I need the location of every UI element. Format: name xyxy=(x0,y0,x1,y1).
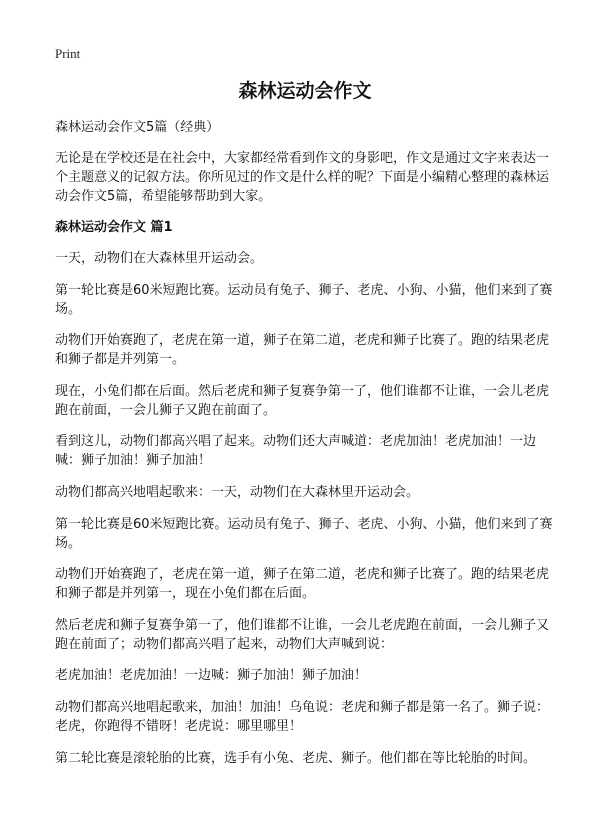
paragraph: 动物们开始赛跑了，老虎在第一道，狮子在第二道，老虎和狮子比赛了。跑的结果老虎和狮子都是并列第一，现在小兔们都在后面。 xyxy=(55,567,550,602)
paragraph: 第一轮比赛是60米短跑比赛。运动员有兔子、狮子、老虎、小狗、小猫，他们来到了赛场。 xyxy=(55,282,553,317)
paragraph: 老虎加油！老虎加油！一边喊：狮子加油！狮子加油！ xyxy=(55,668,368,684)
section-heading: 森林运动会作文 篇1 xyxy=(55,220,173,235)
document-content xyxy=(55,78,555,780)
document-subtitle: 森林运动会作文5篇（经典） xyxy=(55,120,220,135)
paragraph: 动物们都高兴地唱起歌来，加油！加油！乌龟说：老虎和狮子都是第一名了。狮子说：老虎，你跑得不错呀！老虎说：哪里哪里！ xyxy=(55,699,550,734)
intro-paragraph: 无论是在学校还是在社会中，大家都经常看到作文的身影吧，作文是通过文字来表达一个主题意义的记叙方法。你所见过的作文是什么样的呢？下面是小编精心整理的森林运动会作文5篇，希望能够帮助到大家。 xyxy=(55,151,550,204)
paragraph: 动物们都高兴地唱起歌来：一天，动物们在大森林里开运动会。 xyxy=(55,484,420,500)
paragraph: 第一轮比赛是60米短跑比赛。运动员有兔子、狮子、老虎、小狗、小猫，他们来到了赛场。 xyxy=(55,516,553,551)
print-label: Print xyxy=(55,46,81,61)
paragraph: 一天，动物们在大森林里开运动会。 xyxy=(55,251,264,266)
paragraph: 动物们开始赛跑了，老虎在第一道，狮子在第二道，老虎和狮子比赛了。跑的结果老虎和狮子都是并列第一。 xyxy=(55,333,550,368)
document-title: 森林运动会作文 xyxy=(238,80,372,102)
paragraph: 看到这儿，动物们都高兴唱了起来。动物们还大声喊道：老虎加油！老虎加油！一边喊：狮子加油！狮子加油！ xyxy=(55,434,537,469)
paragraph: 然后老虎和狮子复赛争第一了，他们谁都不让谁，一会儿老虎跑在前面，一会儿狮子又跑在前面了；动物们都高兴唱了起来，动物们大声喊到说： xyxy=(55,617,550,652)
paragraph: 现在，小兔们都在后面。然后老虎和狮子复赛争第一了，他们谁都不让谁，一会儿老虎跑在前面，一会儿狮子又跑在前面了。 xyxy=(55,383,550,418)
paragraph: 第二轮比赛是滚轮胎的比赛，选手有小兔、老虎、狮子。他们都在等比轮胎的时间。 xyxy=(55,750,537,766)
